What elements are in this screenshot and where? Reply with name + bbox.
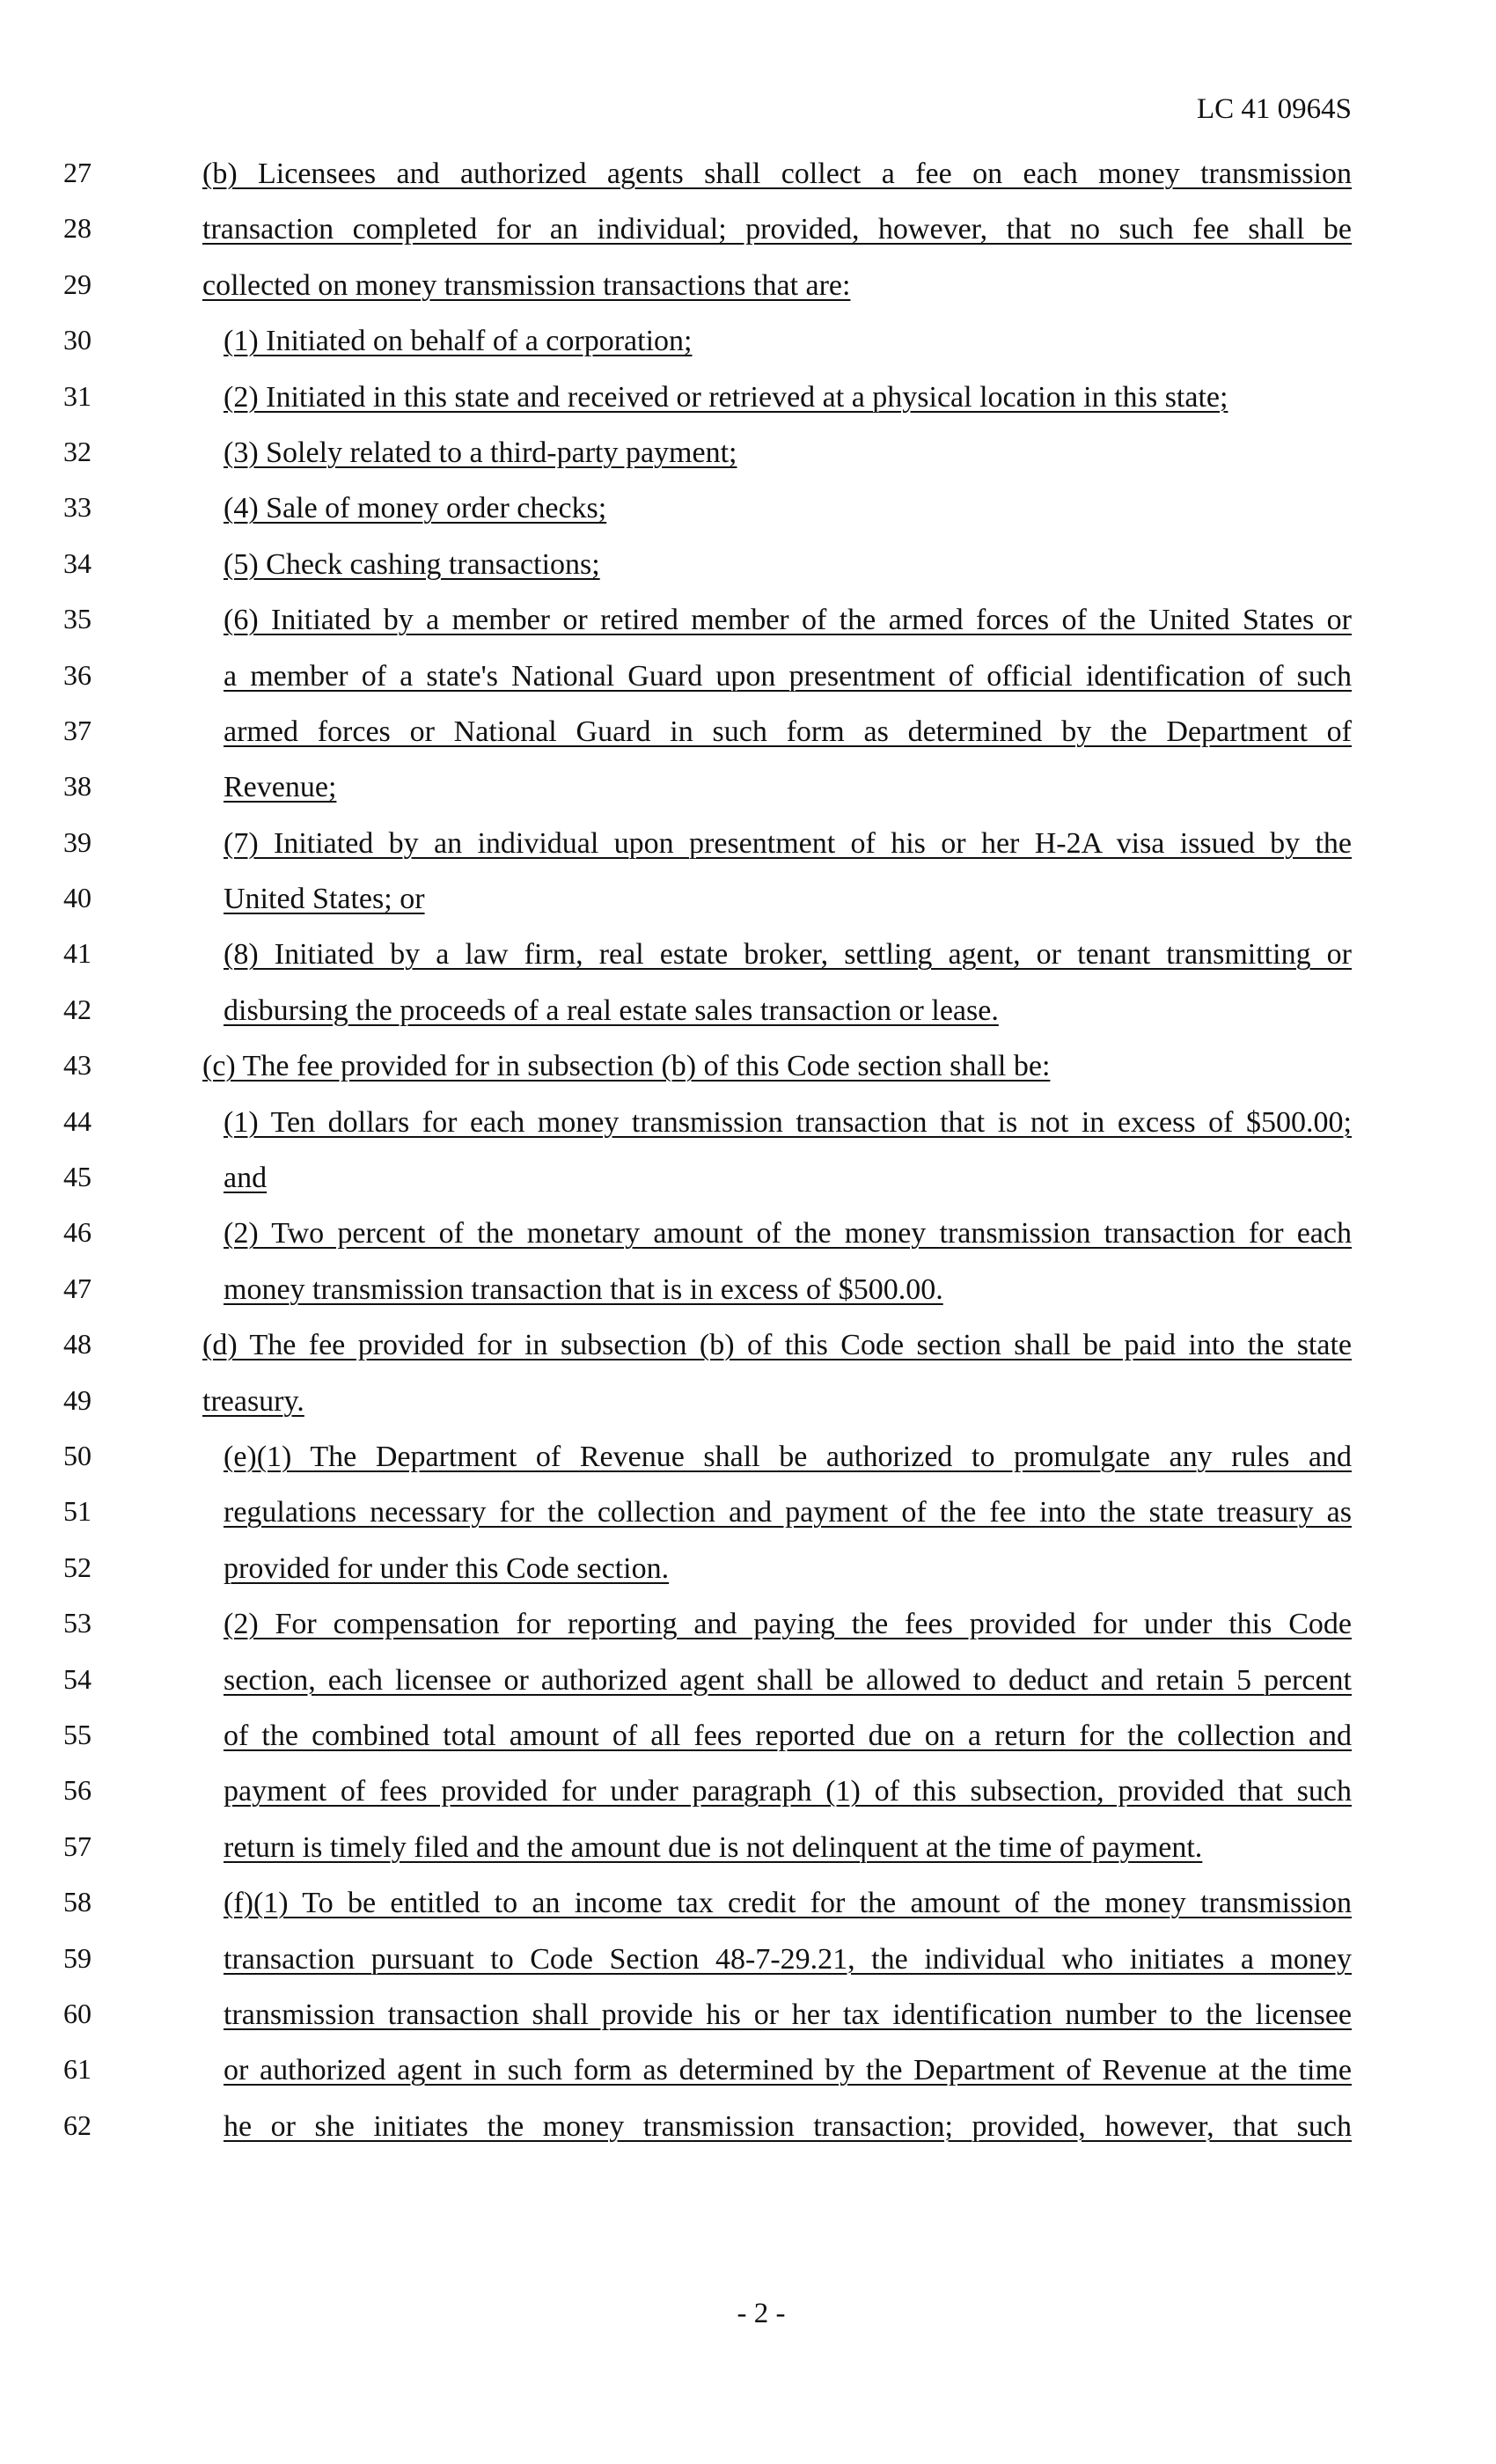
document-line xyxy=(0,1104,1496,1162)
line-text: United States; or xyxy=(224,883,425,916)
line-number: 55 xyxy=(63,1718,92,1750)
line-number: 51 xyxy=(63,1495,92,1528)
line-text: transmission transaction shall provide his or her tax identification number to the licensee xyxy=(224,1998,1352,2031)
document-line xyxy=(0,1888,1496,1943)
line-text: section, each licensee or authorized agent shall be allowed to deduct and retain 5 percent xyxy=(224,1663,1352,1697)
line-number: 53 xyxy=(63,1607,92,1639)
document-line xyxy=(0,1553,1496,1609)
document-line xyxy=(0,326,1496,381)
line-number: 60 xyxy=(63,1997,92,2029)
document-line xyxy=(0,1941,1496,1999)
document-line xyxy=(0,270,1496,326)
line-text: payment of fees provided for under paragraph (1) of this subsection, provided that such xyxy=(224,1775,1352,1808)
document-line xyxy=(0,437,1496,493)
line-number: 59 xyxy=(63,1941,92,1974)
document-line xyxy=(0,1162,1496,1218)
line-text: Revenue; xyxy=(224,771,337,804)
line-text: (3) Solely related to a third-party payment; xyxy=(224,436,737,469)
line-number: 48 xyxy=(63,1328,92,1360)
document-line xyxy=(0,1051,1496,1106)
line-number: 41 xyxy=(63,937,92,970)
line-text: he or she initiates the money transmission transaction; provided, however, that such xyxy=(224,2109,1352,2143)
document-line xyxy=(0,605,1496,660)
line-number: 38 xyxy=(63,770,92,803)
line-text: (1) Ten dollars for each money transmission transaction that is not in excess of $500.00; xyxy=(224,1105,1352,1139)
line-text: regulations necessary for the collection and payment of the fee into the state treasury as xyxy=(224,1496,1352,1529)
line-text: (5) Check cashing transactions; xyxy=(224,547,600,581)
line-number: 29 xyxy=(63,268,92,300)
line-number: 32 xyxy=(63,435,92,467)
line-text: disbursing the proceeds of a real estate sales transaction or lease. xyxy=(224,994,999,1027)
line-number: 35 xyxy=(63,603,92,635)
document-line xyxy=(0,2055,1496,2110)
line-number: 61 xyxy=(63,2053,92,2086)
line-number: 28 xyxy=(63,212,92,245)
line-text: (d) The fee provided for in subsection (b) of this Code section shall be paid into the state xyxy=(202,1329,1352,1362)
document-line xyxy=(0,716,1496,772)
line-text: of the combined total amount of all fees reported due on a return for the collection and xyxy=(224,1719,1352,1752)
line-text: money transmission transaction that is in excess of $500.00. xyxy=(224,1272,943,1306)
line-text: and xyxy=(224,1162,268,1195)
line-number: 58 xyxy=(63,1886,92,1918)
line-text: (2) For compensation for reporting and paying the fees provided for under this Code xyxy=(224,1608,1352,1641)
document-line xyxy=(0,1497,1496,1552)
page-number: - 2 - xyxy=(737,2298,786,2329)
document-line xyxy=(0,772,1496,827)
line-text: (7) Initiated by an individual upon presentment of his or her H-2A visa issued by the xyxy=(224,826,1352,860)
document-line xyxy=(0,546,1496,605)
document-line xyxy=(0,1776,1496,1831)
line-text: (1) Initiated on behalf of a corporation; xyxy=(224,325,693,358)
line-number: 42 xyxy=(63,993,92,1025)
document-line xyxy=(0,995,1496,1051)
line-text: (8) Initiated by a law firm, real estate broker, settling agent, or tenant transmitting or xyxy=(224,938,1352,972)
line-number: 33 xyxy=(63,491,92,524)
line-text: transaction completed for an individual; provided, however, that no such fee shall be xyxy=(202,213,1352,246)
line-number: 44 xyxy=(63,1104,92,1137)
line-number: 36 xyxy=(63,658,92,691)
document-line xyxy=(0,658,1496,716)
line-text: (c) The fee provided for in subsection (b) of this Code section shall be: xyxy=(202,1050,1051,1083)
document-line xyxy=(0,1832,1496,1888)
document-line xyxy=(0,939,1496,994)
line-number: 31 xyxy=(63,379,92,412)
document-line xyxy=(0,1662,1496,1720)
document-code: LC 41 0964S xyxy=(1196,93,1352,125)
document-line xyxy=(0,884,1496,939)
line-number: 30 xyxy=(63,324,92,356)
document-line xyxy=(0,1218,1496,1273)
document-line xyxy=(0,1999,1496,2055)
document-line xyxy=(0,1383,1496,1441)
line-text: (f)(1) To be entitled to an income tax credit for the amount of the money transmission xyxy=(224,1887,1352,1920)
document-line xyxy=(0,2108,1496,2167)
line-number: 47 xyxy=(63,1272,92,1304)
line-text: (6) Initiated by a member or retired member of the armed forces of the United States or xyxy=(224,604,1352,637)
document-line xyxy=(0,379,1496,437)
document-line xyxy=(0,825,1496,884)
line-number: 54 xyxy=(63,1662,92,1695)
line-text: armed forces or National Guard in such form as determined by the Department of xyxy=(224,715,1352,748)
line-text: a member of a state's National Guard upon presentment of official identification of such xyxy=(224,659,1352,693)
line-number: 57 xyxy=(63,1830,92,1862)
line-text: or authorized agent in such form as determined by the Department of Revenue at the time xyxy=(224,2054,1352,2087)
line-number: 37 xyxy=(63,714,92,746)
line-number: 62 xyxy=(63,2108,92,2141)
line-number: 52 xyxy=(63,1551,92,1583)
line-number: 27 xyxy=(63,157,92,188)
document-line xyxy=(0,1441,1496,1497)
line-text: (4) Sale of money order checks; xyxy=(224,492,607,525)
line-text: (e)(1) The Department of Revenue shall be authorized to promulgate any rules and xyxy=(224,1440,1352,1473)
document-line xyxy=(0,214,1496,269)
document-line xyxy=(0,1274,1496,1330)
line-text: return is timely filed and the amount due is not delinquent at the time of payment. xyxy=(224,1830,1203,1864)
document-line xyxy=(0,158,1496,214)
document-line xyxy=(0,1609,1496,1664)
line-text: collected on money transmission transactions that are: xyxy=(202,268,851,302)
line-number: 45 xyxy=(63,1161,92,1193)
line-text: (2) Two percent of the monetary amount of the money transmission transaction for each xyxy=(224,1217,1352,1250)
document-line xyxy=(0,493,1496,548)
line-number: 40 xyxy=(63,882,92,914)
line-text: provided for under this Code section. xyxy=(224,1551,670,1585)
line-number: 34 xyxy=(63,546,92,579)
line-number: 39 xyxy=(63,825,92,858)
document-line xyxy=(0,1720,1496,1776)
line-number: 56 xyxy=(63,1774,92,1807)
document-body xyxy=(0,158,1496,2167)
line-text: treasury. xyxy=(202,1384,304,1418)
line-number: 50 xyxy=(63,1439,92,1471)
line-text: transaction pursuant to Code Section 48-7-29.21, the individual who initiates a money xyxy=(224,1942,1352,1976)
line-text: (b) Licensees and authorized agents shall collect a fee on each money transmission xyxy=(202,158,1352,190)
line-number: 49 xyxy=(63,1383,92,1416)
line-text: (2) Initiated in this state and received or retrieved at a physical location in this state; xyxy=(224,380,1228,414)
document-line xyxy=(0,1330,1496,1385)
line-number: 46 xyxy=(63,1216,92,1249)
line-number: 43 xyxy=(63,1049,92,1082)
